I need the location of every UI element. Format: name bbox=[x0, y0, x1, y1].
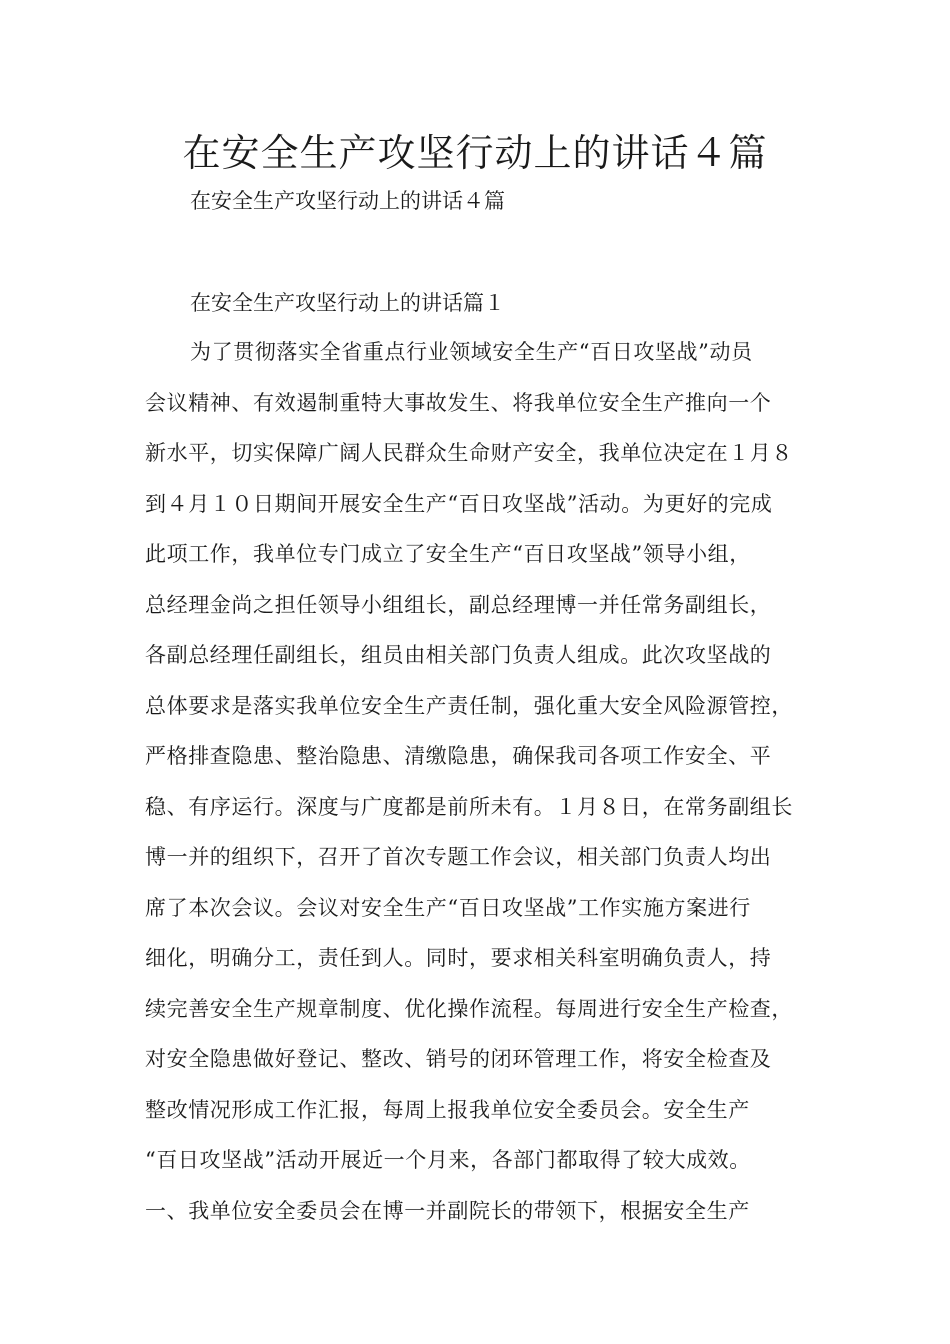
paragraph-line: 细化，明确分工，责任到人。同时，要求相关科室明确负责人，持 bbox=[145, 946, 772, 970]
document-subtitle: 在安全生产攻坚行动上的讲话４篇 bbox=[190, 189, 505, 213]
paragraph-line: 博一并的组织下，召开了首次专题工作会议，相关部门负责人均出 bbox=[145, 845, 772, 869]
paragraph-line: 对安全隐患做好登记、整改、销号的闭环管理工作，将安全检查及 bbox=[145, 1047, 772, 1071]
section-heading: 在安全生产攻坚行动上的讲话篇１ bbox=[190, 291, 505, 315]
paragraph-line: 各副总经理任副组长，组员由相关部门负责人组成。此次攻坚战的 bbox=[145, 643, 772, 667]
paragraph-line: 为了贯彻落实全省重点行业领域安全生产“百日攻坚战”动员 bbox=[190, 340, 753, 364]
paragraph-line: 稳、有序运行。深度与广度都是前所未有。１月８日，在常务副组长 bbox=[145, 794, 793, 819]
paragraph-line: 整改情况形成工作汇报，每周上报我单位安全委员会。安全生产 bbox=[145, 1097, 750, 1122]
paragraph-line: 一、我单位安全委员会在博一并副院长的带领下，根据安全生产 bbox=[145, 1198, 750, 1223]
paragraph-line: 总经理金尚之担任领导小组组长，副总经理博一并任常务副组长， bbox=[145, 592, 772, 617]
paragraph-line: 席了本次会议。会议对安全生产“百日攻坚战”工作实施方案进行 bbox=[145, 895, 751, 920]
body-paragraph bbox=[145, 337, 825, 1246]
paragraph-line: 续完善安全生产规章制度、优化操作流程。每周进行安全生产检查， bbox=[145, 996, 793, 1021]
document-title: 在安全生产攻坚行动上的讲话４篇 bbox=[182, 131, 768, 175]
paragraph-line: 此项工作，我单位专门成立了安全生产“百日攻坚战”领导小组， bbox=[145, 542, 751, 566]
paragraph-line: 总体要求是落实我单位安全生产责任制，强化重大安全风险源管控， bbox=[145, 693, 793, 718]
paragraph-line: “百日攻坚战”活动开展近一个月来，各部门都取得了较大成效。 bbox=[145, 1148, 751, 1172]
paragraph-line: 到４月１０日期间开展安全生产“百日攻坚战”活动。为更好的完成 bbox=[145, 491, 773, 516]
paragraph-line: 会议精神、有效遏制重特大事故发生、将我单位安全生产推向一个 bbox=[145, 390, 772, 415]
paragraph-line: 新水平，切实保障广阔人民群众生命财产安全，我单位决定在１月８ bbox=[145, 441, 793, 465]
paragraph-line: 严格排查隐患、整治隐患、清缴隐患，确保我司各项工作安全、平 bbox=[145, 744, 772, 768]
